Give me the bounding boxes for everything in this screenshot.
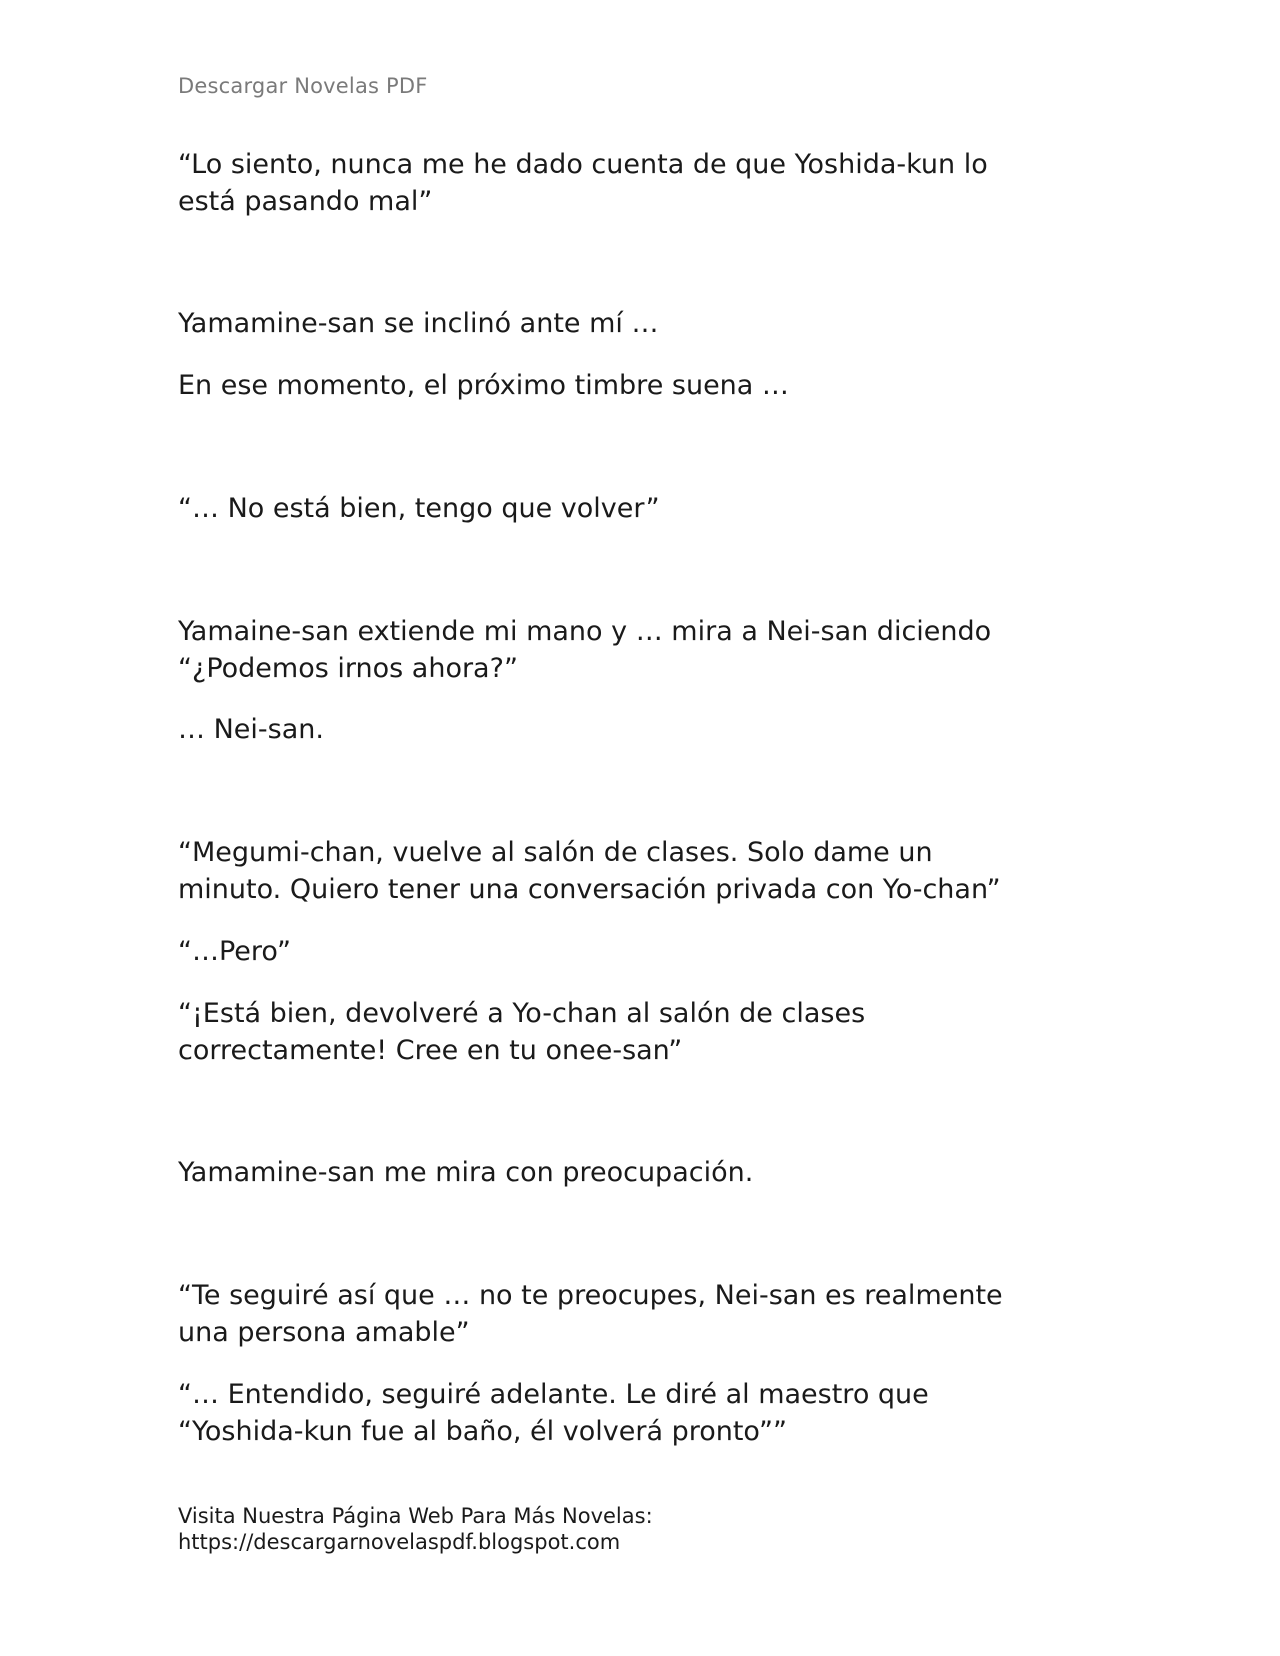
paragraph-3 xyxy=(178,367,1098,404)
paragraph-line: “¿Podemos irnos ahora?” xyxy=(178,653,518,684)
paragraph-8 xyxy=(178,933,1098,970)
paragraph-2 xyxy=(178,305,1098,342)
paragraph-line: … Nei-san. xyxy=(178,714,324,745)
footer xyxy=(178,1503,653,1555)
paragraph-line: En ese momento, el próximo timbre suena … xyxy=(178,370,789,401)
paragraph-line: Yamamine-san me mira con preocupación. xyxy=(178,1157,754,1188)
paragraph-line: “Lo siento, nunca me he dado cuenta de que Yoshida-kun lo xyxy=(178,149,988,180)
paragraph-line: “…Pero” xyxy=(178,936,291,967)
paragraph-line: Yamaine-san extiende mi mano y … mira a Nei-san diciendo xyxy=(178,616,992,647)
footer-url-link[interactable]: https://descargarnovelaspdf.blogspot.com xyxy=(178,1530,621,1554)
paragraph-1 xyxy=(178,146,1098,220)
paragraph-5 xyxy=(178,613,1098,687)
paragraph-line: está pasando mal” xyxy=(178,186,433,217)
paragraph-12 xyxy=(178,1376,1098,1450)
paragraph-line: “¡Está bien, devolveré a Yo-chan al salón de clases xyxy=(178,998,866,1029)
paragraph-9 xyxy=(178,995,1098,1069)
paragraph-line: “Te seguiré así que … no te preocupes, Nei-san es realmente xyxy=(178,1280,1003,1311)
paragraph-line: una persona amable” xyxy=(178,1317,470,1348)
paragraph-10 xyxy=(178,1154,1098,1191)
paragraph-line: correctamente! Cree en tu onee-san” xyxy=(178,1035,683,1066)
paragraph-line: “Yoshida-kun fue al baño, él volverá pronto”” xyxy=(178,1416,787,1447)
paragraph-line: Yamamine-san se inclinó ante mí … xyxy=(178,308,659,339)
paragraph-line: “… No está bien, tengo que volver” xyxy=(178,493,660,524)
paragraph-line: “Megumi-chan, vuelve al salón de clases. Solo dame un xyxy=(178,837,933,868)
paragraph-11 xyxy=(178,1277,1098,1351)
paragraph-4 xyxy=(178,490,1098,527)
site-header: Descargar Novelas PDF xyxy=(178,74,428,98)
paragraph-line: “… Entendido, seguiré adelante. Le diré al maestro que xyxy=(178,1379,929,1410)
paragraph-6 xyxy=(178,711,1098,748)
paragraph-7 xyxy=(178,834,1098,908)
paragraph-line: minuto. Quiero tener una conversación privada con Yo-chan” xyxy=(178,874,1001,905)
footer-promo-text: Visita Nuestra Página Web Para Más Novelas: xyxy=(178,1504,653,1528)
